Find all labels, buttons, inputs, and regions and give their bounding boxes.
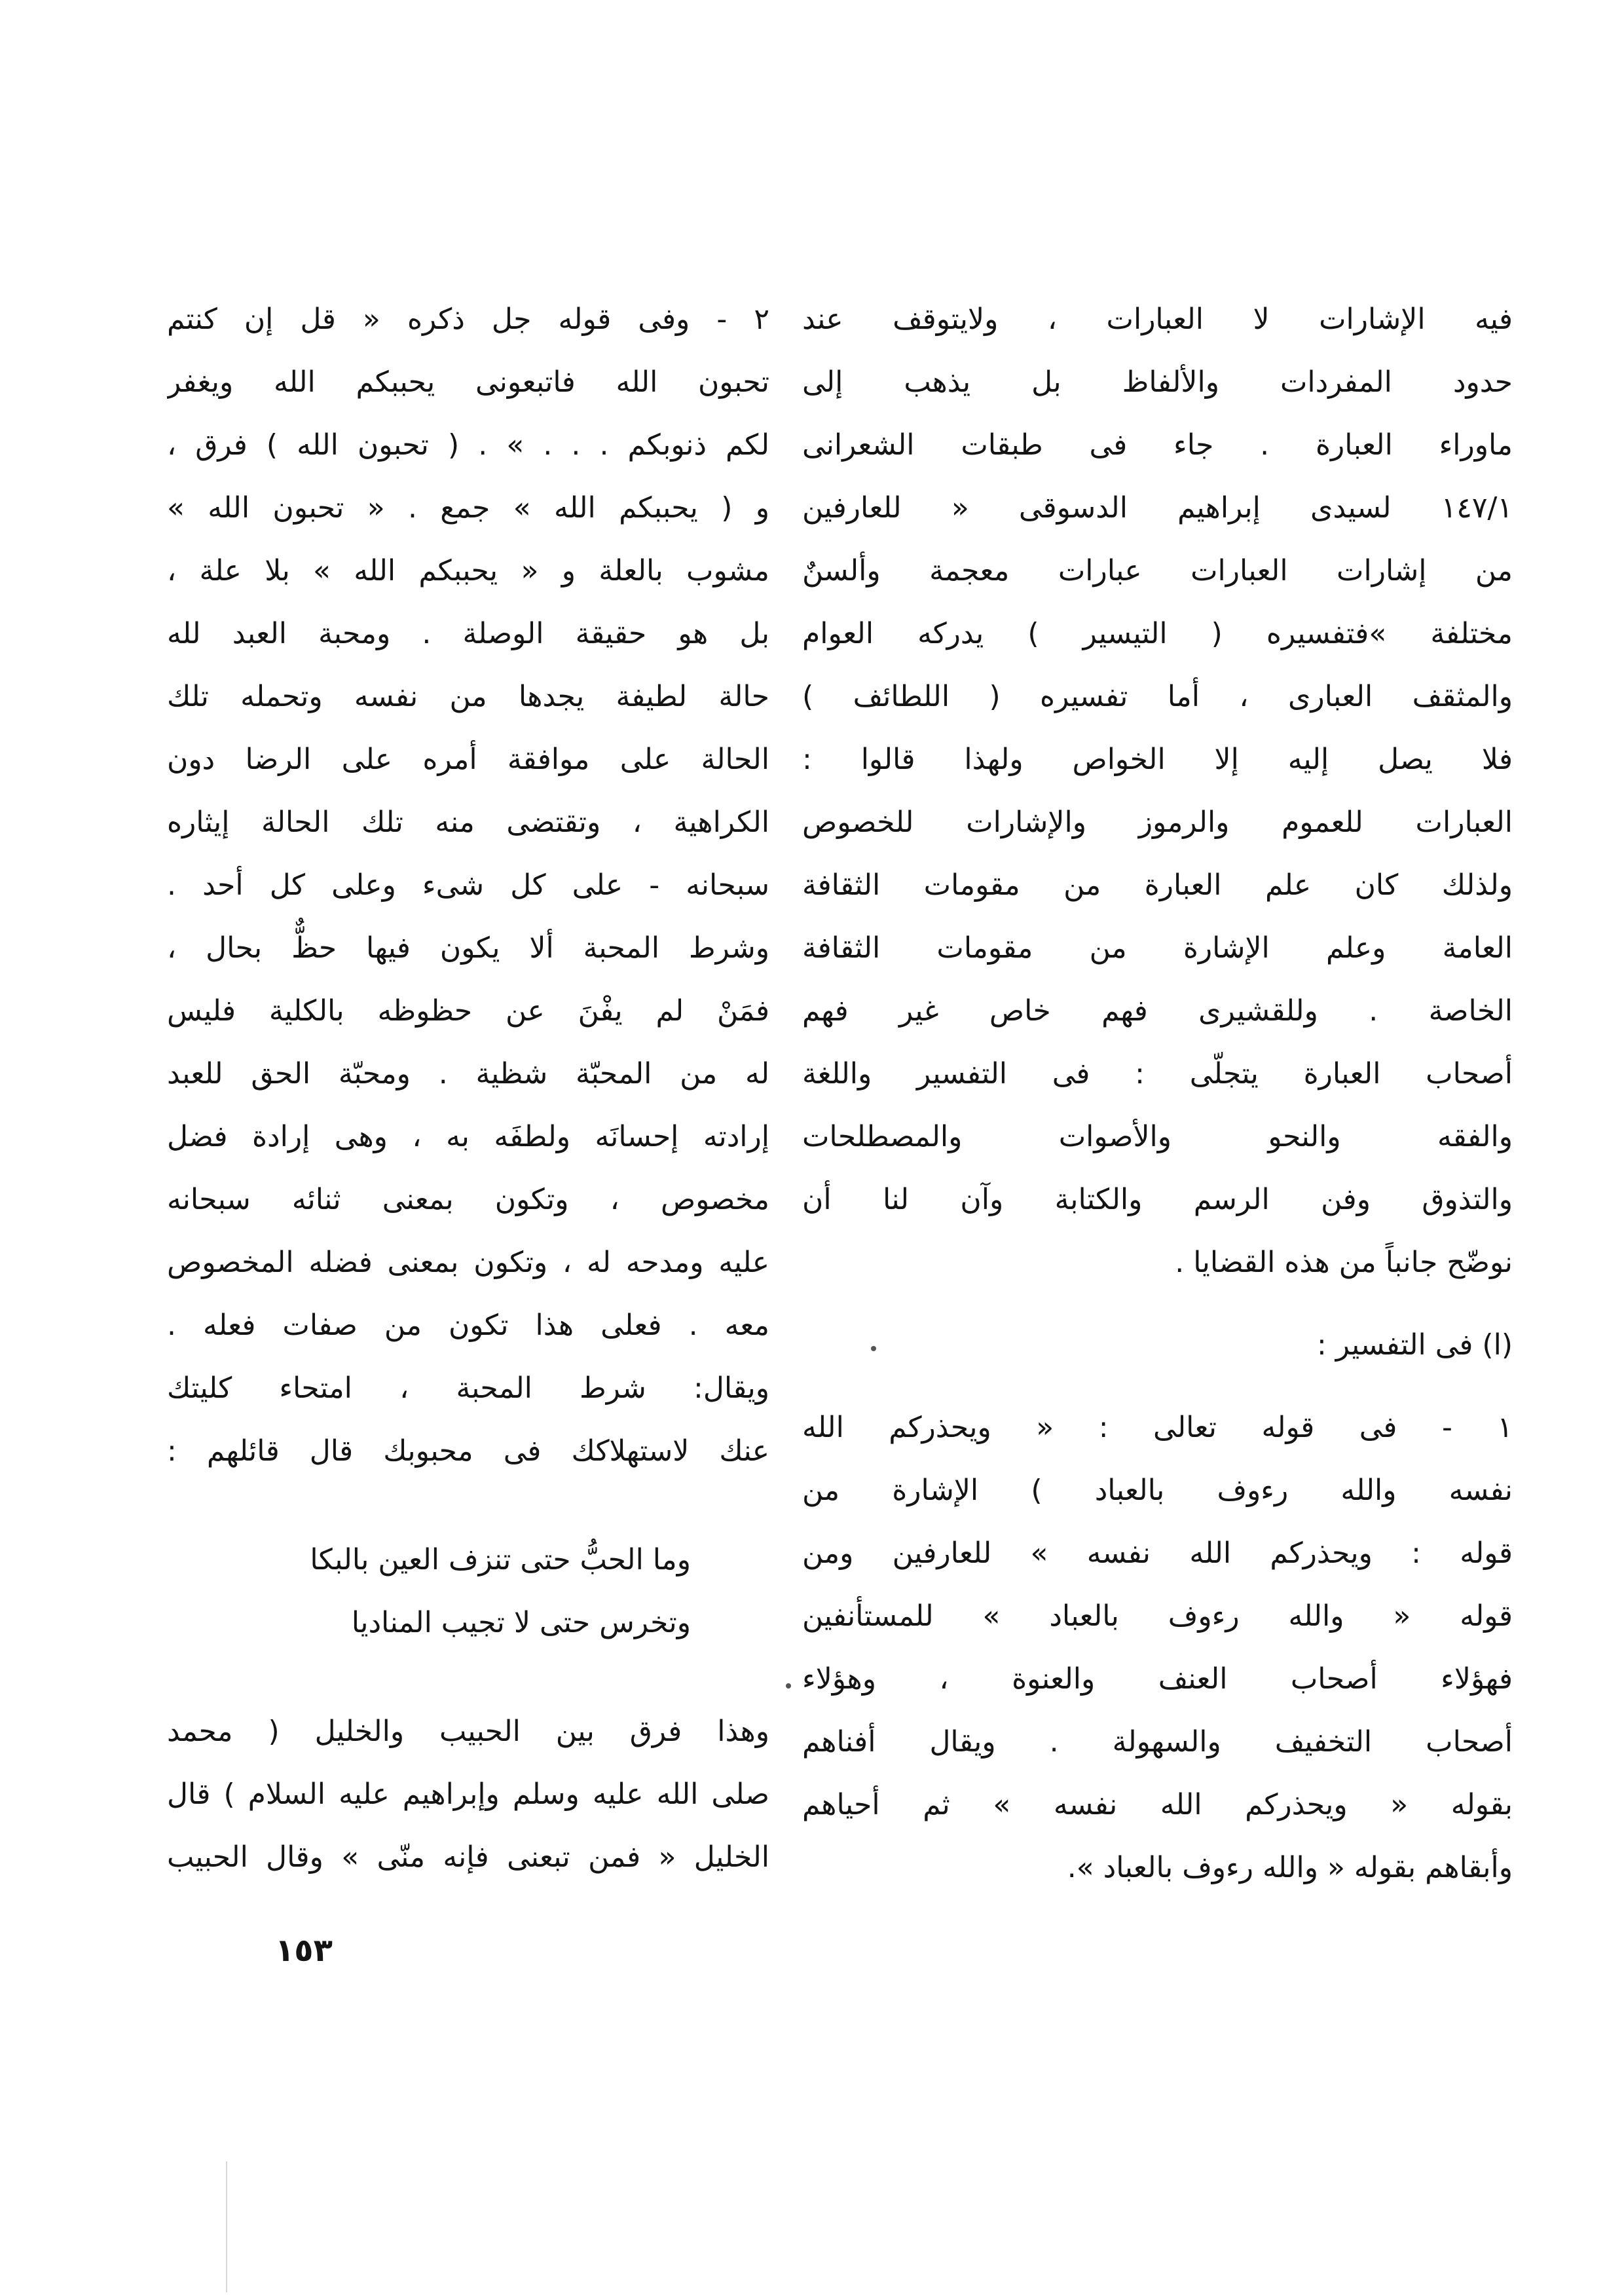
speck-mark bbox=[871, 1346, 876, 1351]
text-line: العامة وعلم الإشارة من مقومات الثقافة bbox=[802, 931, 1513, 965]
text-line: تحبون الله فاتبعونى يحببكم الله ويغفر bbox=[167, 365, 769, 399]
text-line: إرادته إحسانَه ولطفَه به ، وهى إرادة فضل bbox=[167, 1120, 769, 1153]
text-line: بقوله « ويحذركم الله نفسه » ثم أحياهم bbox=[802, 1788, 1513, 1821]
text-line: أصحاب التخفيف والسهولة . ويقال أفناهم bbox=[802, 1725, 1513, 1759]
text-line: مخصوص ، وتكون بمعنى ثنائه سبحانه bbox=[167, 1183, 769, 1216]
page-fold-line bbox=[226, 2161, 227, 2292]
text-line: سبحانه - على كل شىء وعلى كل أحد . bbox=[167, 868, 769, 902]
text-line: حالة لطيفة يجدها من نفسه وتحمله تلك bbox=[167, 680, 769, 713]
text-line: أصحاب العبارة يتجلّى : فى التفسير واللغة bbox=[802, 1057, 1513, 1091]
text-line: مشوب بالعلة و « يحببكم الله » بلا علة ، bbox=[167, 554, 769, 588]
text-line: له من المحبّة شظية . ومحبّة الحق للعبد bbox=[167, 1057, 769, 1091]
text-line: فمَنْ لم يفْنَ عن حظوظه بالكلية فليس bbox=[167, 994, 769, 1028]
text-line: مختلفة »فتفسيره ( التيسير ) يدركه العوام bbox=[802, 617, 1513, 650]
poetry-verse: وما الحبُّ حتى تنزف العين بالبكا bbox=[310, 1543, 691, 1577]
text-line: والمثقف العبارى ، أما تفسيره ( اللطائف ) bbox=[802, 680, 1513, 713]
text-line: قوله : ويحذركم الله نفسه » للعارفين ومن bbox=[802, 1537, 1513, 1570]
text-line: العبارات للعموم والرموز والإشارات للخصوص bbox=[802, 806, 1513, 839]
text-line: صلى الله عليه وسلم وإبراهيم عليه السلام ) قال bbox=[167, 1778, 769, 1811]
text-line: ١ - فى قوله تعالى : « ويحذركم الله bbox=[802, 1411, 1513, 1444]
text-line: والفقه والنحو والأصوات والمصطلحات bbox=[802, 1120, 1513, 1153]
spacer bbox=[167, 1483, 769, 1529]
spacer bbox=[167, 1654, 769, 1700]
text-line: عليه ومدحه له ، وتكون بمعنى فضله المخصوص bbox=[167, 1246, 769, 1279]
text-line: ويقال: شرط المحبة ، امتحاء كليتك bbox=[167, 1371, 769, 1405]
poetry-verse: وتخرس حتى لا تجيب المناديا bbox=[351, 1606, 691, 1639]
text-line: وشرط المحبة ألا يكون فيها حظٌّ بحال ، bbox=[167, 931, 769, 965]
text-line: نوضّح جانباً من هذه القضايا . bbox=[1175, 1246, 1513, 1279]
text-line: ماوراء العبارة . جاء فى طبقات الشعرانى bbox=[802, 428, 1513, 462]
speck-mark bbox=[786, 1683, 791, 1689]
text-line: والتذوق وفن الرسم والكتابة وآن لنا أن bbox=[802, 1183, 1513, 1216]
text-line: لكم ذنوبكم . . . » . ( تحبون الله ) فرق ، bbox=[167, 428, 769, 462]
page-number: ١٥٣ bbox=[275, 1932, 333, 1969]
text-line: وهذا فرق بين الحبيب والخليل ( محمد bbox=[167, 1715, 769, 1748]
text-line: بل هو حقيقة الوصلة . ومحبة العبد لله bbox=[167, 617, 769, 650]
text-line: من إشارات العبارات عبارات معجمة وألسنٌ bbox=[802, 554, 1513, 588]
text-line: وأبقاهم بقوله « والله رءوف بالعباد ». bbox=[1067, 1851, 1513, 1884]
left-text-column bbox=[167, 288, 769, 1889]
text-line: حدود المفردات والألفاظ بل يذهب إلى bbox=[802, 365, 1513, 399]
text-line: ١٤٧/١ لسيدى إبراهيم الدسوقى « للعارفين bbox=[802, 491, 1513, 525]
text-line: الخاصة . وللقشيرى فهم خاص غير فهم bbox=[802, 994, 1513, 1028]
text-line: الكراهية ، وتقتضى منه تلك الحالة إيثاره bbox=[167, 806, 769, 839]
text-line: فلا يصل إليه إلا الخواص ولهذا قالوا : bbox=[802, 743, 1513, 776]
text-line: فهؤلاء أصحاب العنف والعنوة ، وهؤلاء bbox=[802, 1662, 1513, 1696]
text-line: الحالة على موافقة أمره على الرضا دون bbox=[167, 743, 769, 776]
text-line: نفسه والله رءوف بالعباد ) الإشارة من bbox=[802, 1474, 1513, 1507]
text-line: ٢ - وفى قوله جل ذكره « قل إن كنتم bbox=[167, 303, 769, 336]
text-line: و ( يحببكم الله » جمع . « تحبون الله » bbox=[167, 491, 769, 525]
text-line: فيه الإشارات لا العبارات ، ولايتوقف عند bbox=[802, 303, 1513, 336]
text-line: ولذلك كان علم العبارة من مقومات الثقافة bbox=[802, 868, 1513, 902]
section-heading: (ا) فى التفسير : bbox=[1316, 1328, 1513, 1362]
text-line: عنك لاستهلاكك فى محبوبك قال قائلهم : bbox=[167, 1434, 769, 1468]
text-line: قوله « والله رءوف بالعباد » للمستأنفين bbox=[802, 1599, 1513, 1633]
right-text-column bbox=[802, 288, 1513, 1899]
text-line: معه . فعلى هذا تكون من صفات فعله . bbox=[167, 1309, 769, 1342]
text-line: الخليل « فمن تبعنى فإنه منّى » وقال الحبيب bbox=[167, 1840, 769, 1874]
